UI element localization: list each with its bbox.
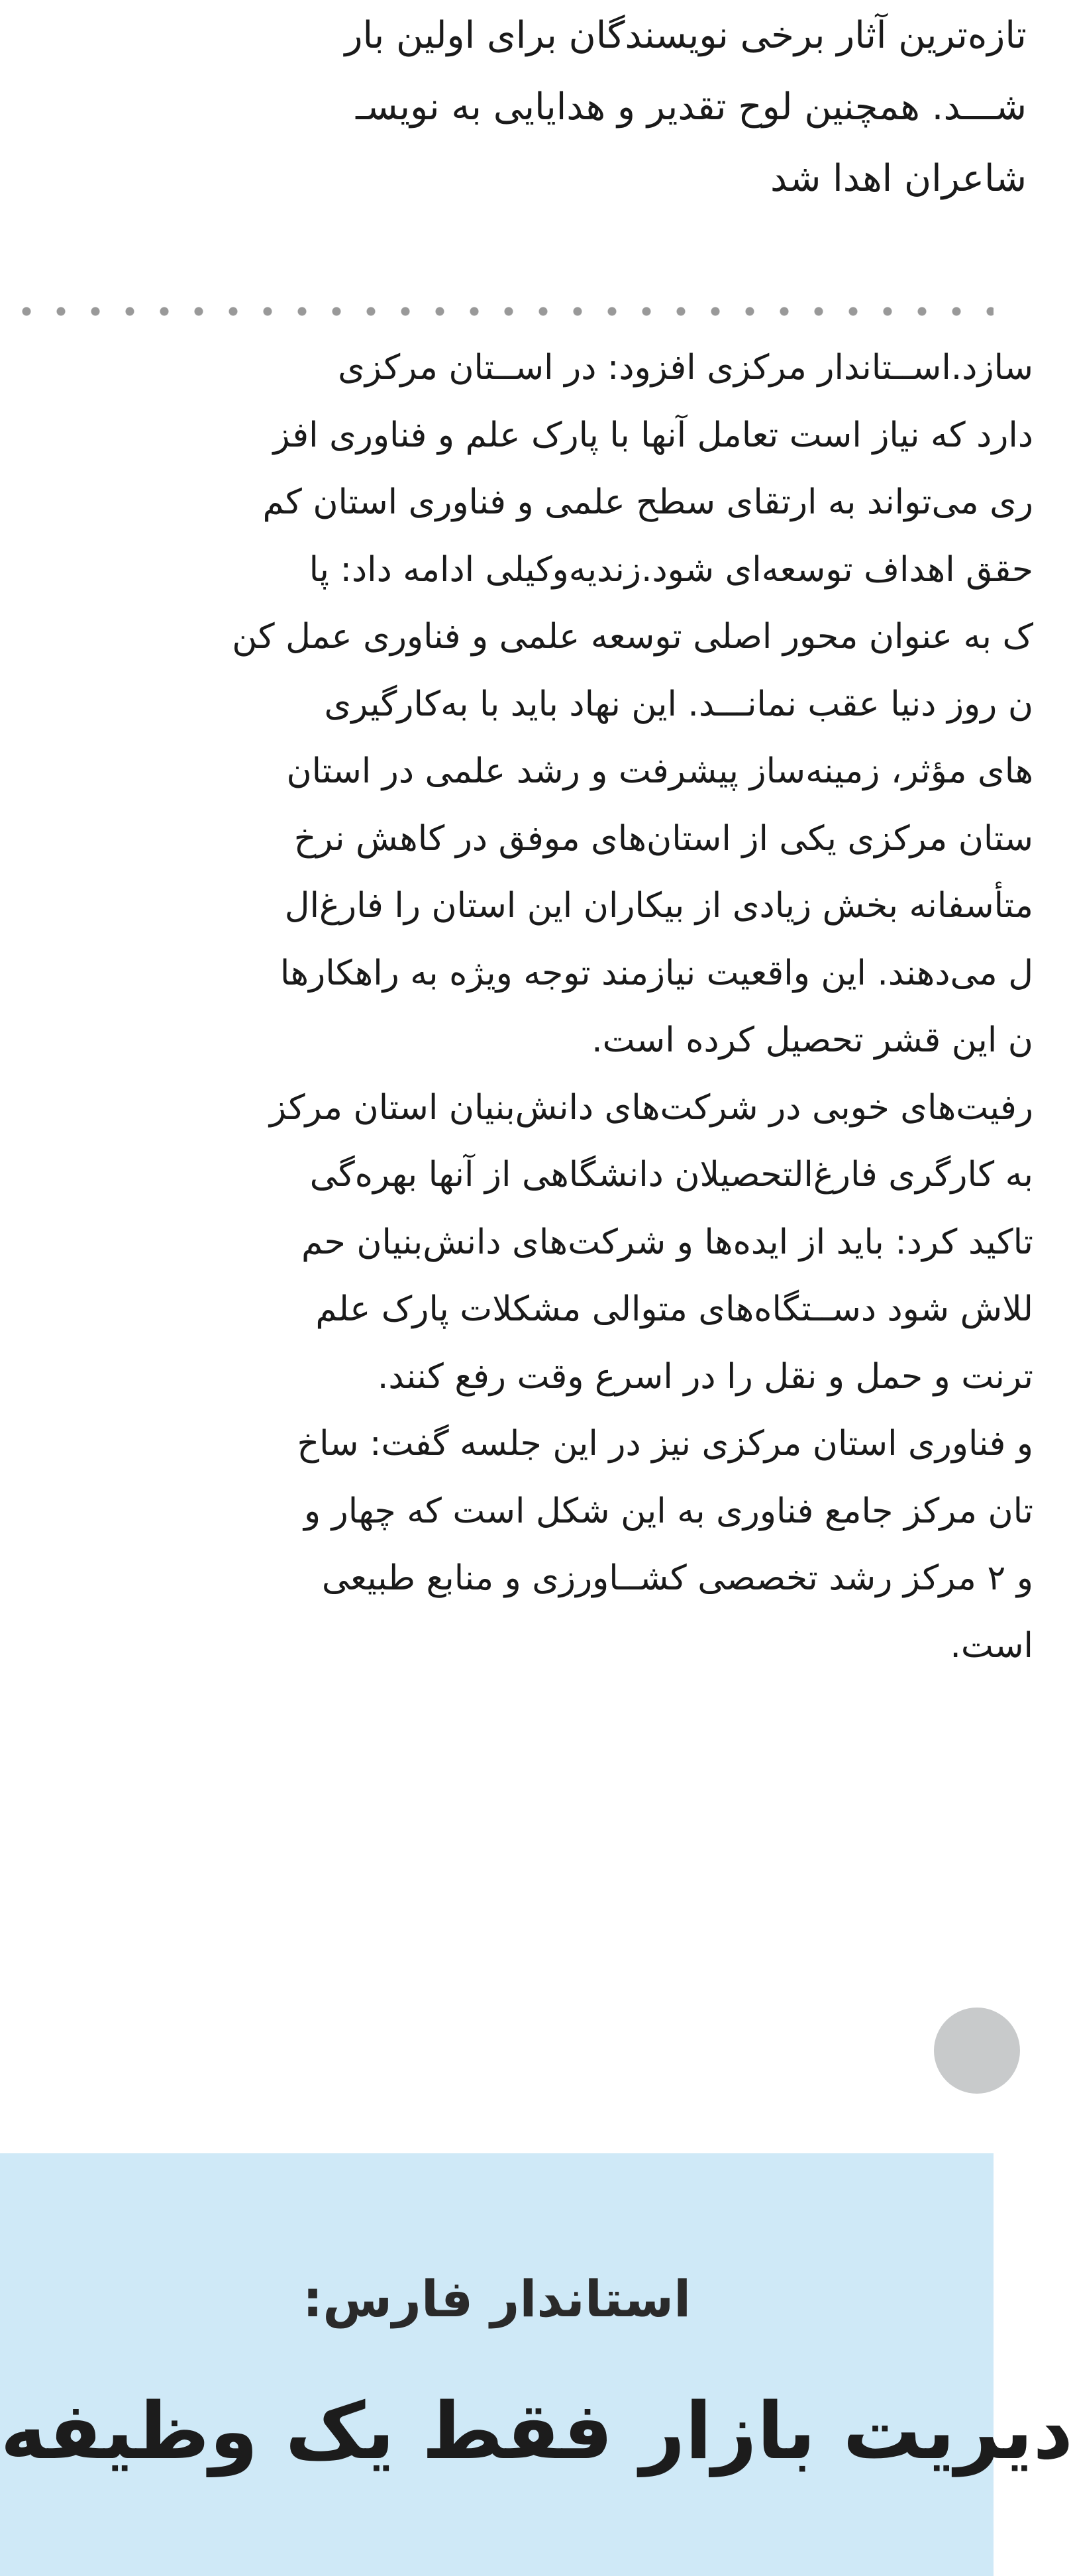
text-line: ترنت و حمل و نقل را در اسرع وقت رفع کنند. xyxy=(377,1356,1033,1397)
text-line: و ۲ مرکز رشد تخصصی کشــاورزی و منابع طبیعی xyxy=(321,1558,1033,1598)
text-line: شاعران اهدا شد xyxy=(770,157,1027,200)
text-line: است. xyxy=(950,1625,1033,1666)
text-line: تان مرکز جامع فناوری به این شکل است که چهار و xyxy=(303,1491,1033,1531)
article-body xyxy=(0,335,1033,1680)
text-line: های مؤثر، زمینه‌ساز پیشرفت و رشد علمی در استان xyxy=(286,751,1033,791)
text-line: و فناوری استان مرکزی نیز در این جلسه گفت: ساخ xyxy=(297,1424,1033,1464)
text-line: تازه‌ترین آثار برخی نویسندگان برای اولین بار xyxy=(344,14,1027,57)
headline-title: دیریت بازار فقط یک وظیفه xyxy=(0,2385,1073,2477)
headline-kicker: استاندار فارس: xyxy=(302,2269,691,2328)
text-line: رفیت‌های خوبی در شرکت‌های دانش‌بنیان استان مرکز xyxy=(270,1087,1033,1128)
text-line: سازد.اســتاندار مرکزی افزود: در اســتان مرکزی xyxy=(338,348,1033,388)
text-line: متأسفانه بخش زیادی از بیکاران این استان را فارغ‌ال xyxy=(284,886,1033,926)
text-line: ری می‌تواند به ارتقای سطح علمی و فناوری استان کم xyxy=(262,482,1033,522)
text-line: ن روز دنیا عقب نمانـــد. این نهاد باید با به‌کارگیری xyxy=(324,684,1033,724)
text-line: ستان مرکزی یکی از استان‌های موفق در کاهش نرخ xyxy=(293,818,1033,859)
text-line: ن این قشر تحصیل کرده است. xyxy=(591,1020,1033,1060)
quote-bubble-decoration xyxy=(934,2008,1020,2094)
text-line: حقق اهداف توسعه‌ای شود.زندیه‌وکیلی ادامه داد: پا xyxy=(309,549,1033,590)
text-line: دارد که نیاز است تعامل آنها با پارک علم و فناوری افز xyxy=(273,415,1033,455)
text-line: للاش شود دســتگاه‌های متوالی مشکلات پارک علم xyxy=(315,1289,1033,1329)
text-line: ل می‌دهند. این واقعیت نیازمند توجه ویژه به راهکارها xyxy=(280,953,1033,993)
dotted-separator xyxy=(0,306,994,317)
previous-article-fragment xyxy=(66,0,1027,215)
text-line: تاکید کرد: باید از ایده‌ها و شرکت‌های دانش‌بنیان حم xyxy=(301,1222,1033,1262)
headline-box xyxy=(0,2153,1073,2576)
text-line: ک به عنوان محور اصلی توسعه علمی و فناوری عمل کن xyxy=(232,617,1033,657)
text-line: به کارگری فارغ‌التحصیلان دانشگاهی از آنها بهره‌گی xyxy=(309,1155,1033,1195)
text-line: شـــد. همچنین لوح تقدیر و هدایایی به نویسـ xyxy=(356,85,1027,129)
